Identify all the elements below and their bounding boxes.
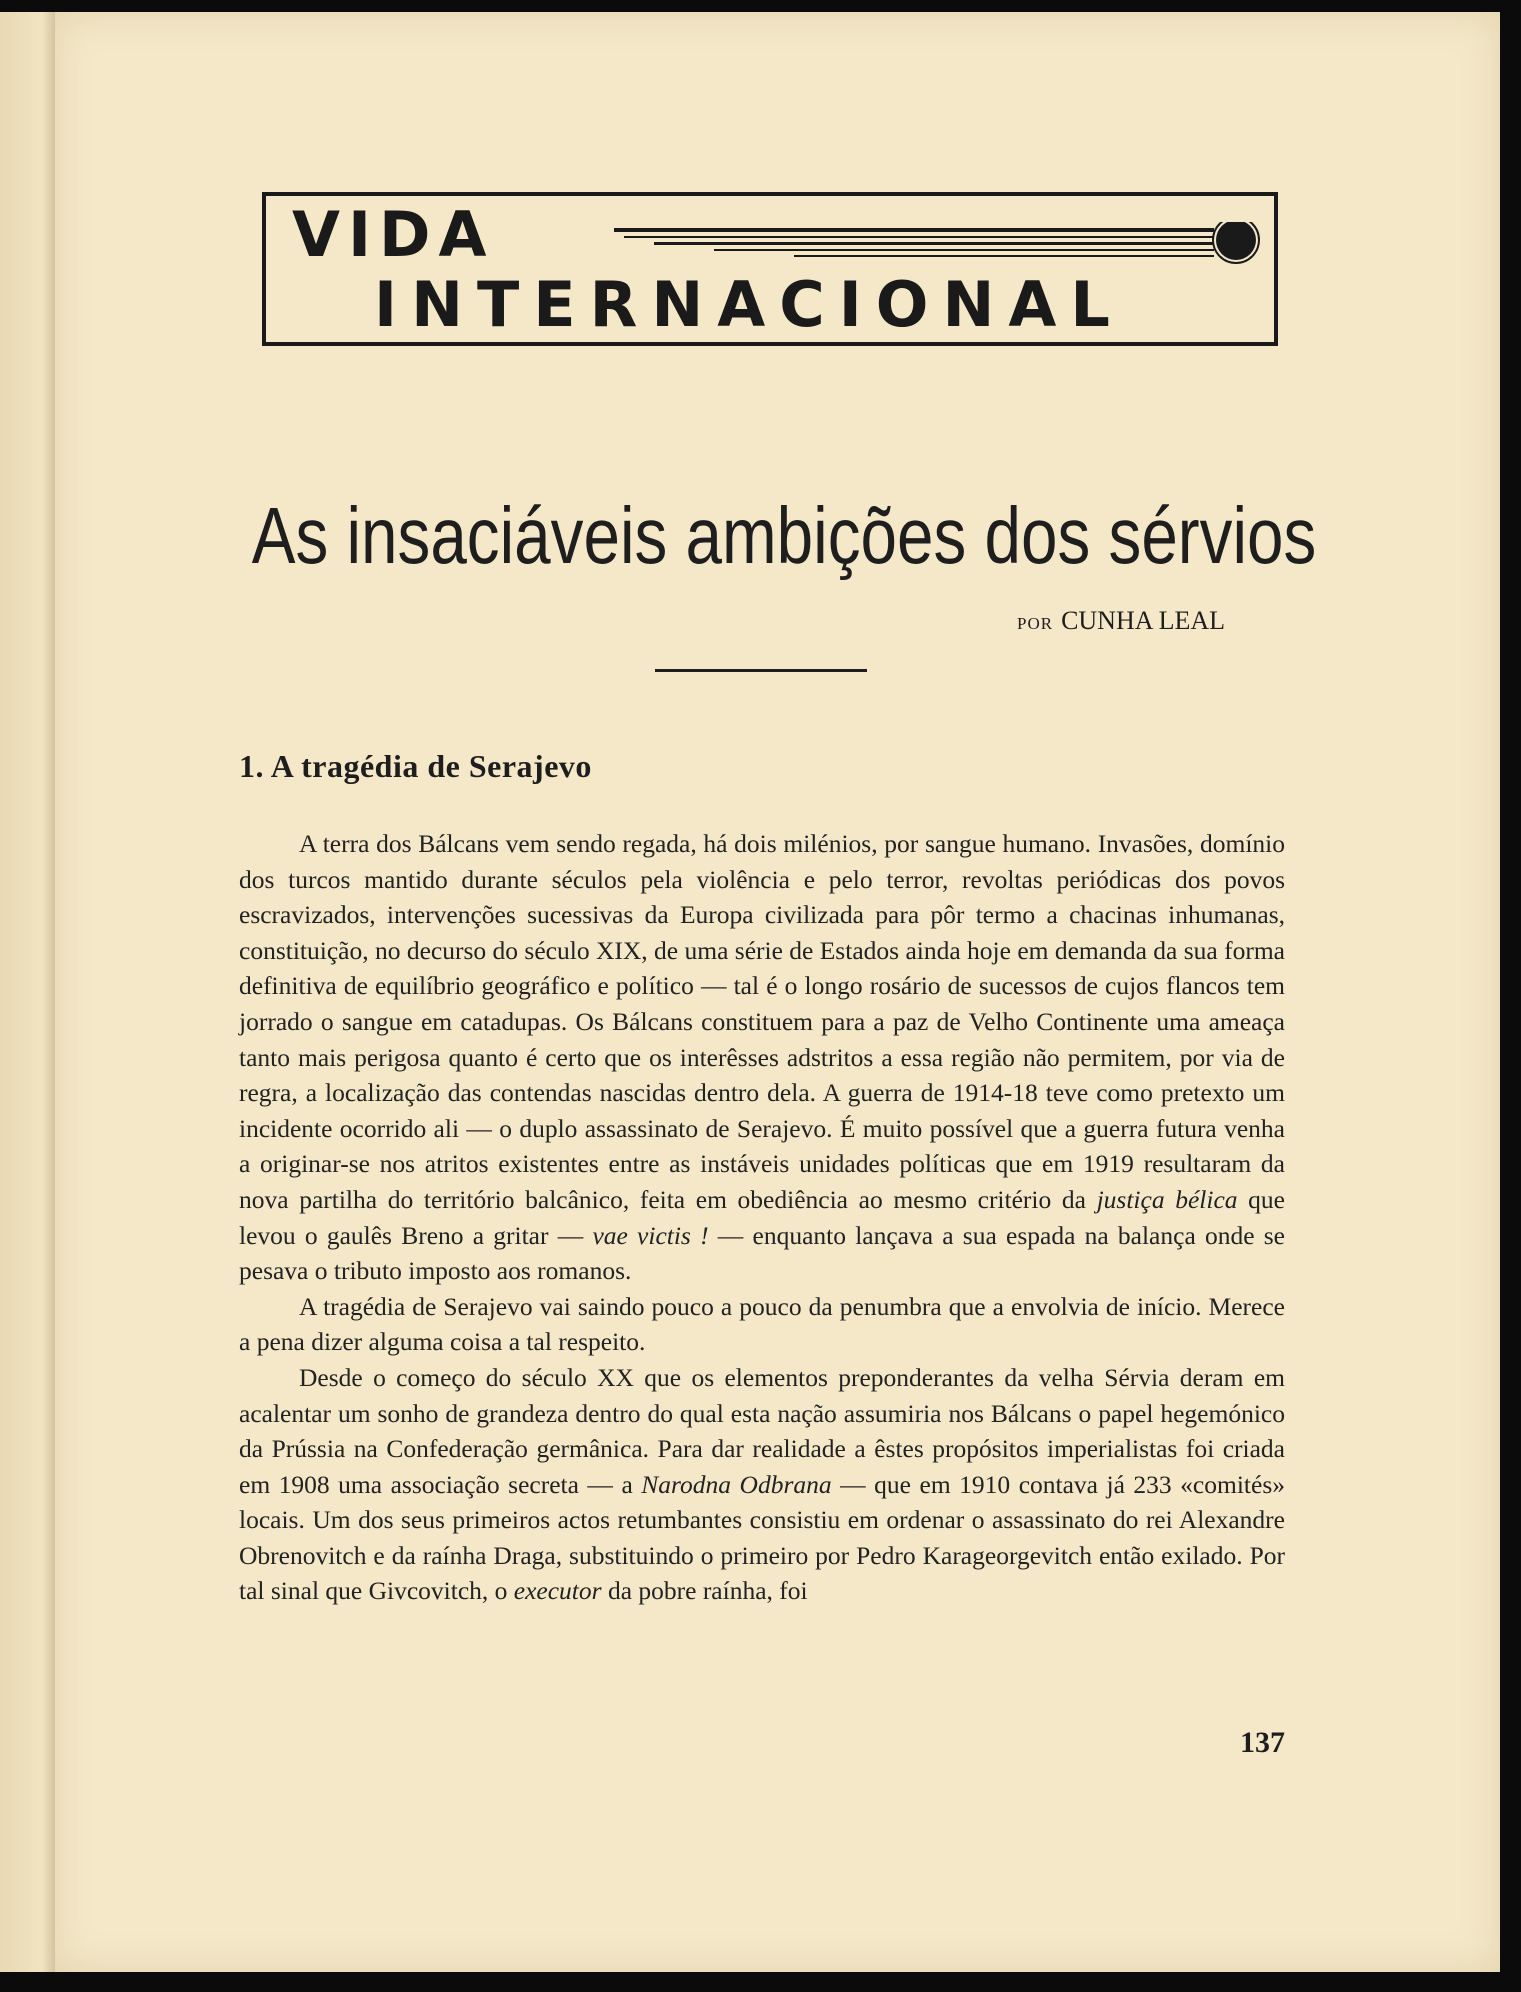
header-logo [262, 192, 1278, 346]
page-left-edge [0, 12, 60, 1972]
page-number: 137 [1240, 1726, 1285, 1759]
text-run: que levou o gaulês Breno a gritar — [239, 1184, 1285, 1250]
logo-speed-lines [614, 222, 1274, 272]
byline-prefix: POR [1016, 614, 1054, 633]
italic-run: vae victis ! [592, 1220, 709, 1250]
text-run: A tragédia de Serajevo vai saindo pouco a pouco da penumbra que a envolvia de início. Merece a pena dizer alguma coisa a tal respeito. [239, 1291, 1285, 1357]
title-divider [655, 669, 867, 672]
italic-run: executor [513, 1576, 602, 1606]
text-run: — que em 1910 contava já 233 «comités» locais. Um dos seus primeiros actos retumbantes consistiu em ordenar o assassinato do rei Alexandre Obrenovitch e da raínha Draga, substituindo o primeiro por Pedro Karageorgevitch então exilado. Por tal sinal que Givcovitch, o [239, 1469, 1286, 1606]
article-paragraph [239, 1289, 1285, 1360]
italic-run: justiça bélica [1096, 1184, 1238, 1214]
text-run: — enquanto lançava a sua espada na balança onde se pesava o tributo imposto aos romanos. [239, 1220, 1286, 1286]
logo-word-internacional: INTERNACIONAL [374, 268, 1124, 341]
text-run: Desde o começo do século XX que os elementos preponderantes da velha Sérvia deram em acalentar um sonho de grandeza dentro do qual esta nação assumiria nos Bálcans o papel hegemónico da Prússia na Confederação germânica. Para dar realidade a êstes propósitos imperialistas foi criada em 1908 uma associação secreta — a [239, 1362, 1285, 1499]
logo-word-vida: VIDA [292, 198, 495, 271]
italic-run: Narodna Odbrana [641, 1469, 832, 1499]
text-run: da pobre raínha, foi [601, 1576, 808, 1606]
section-title: 1. A tragédia de Serajevo [239, 748, 592, 784]
article-title: As insaciáveis ambições dos sérvios [251, 491, 1317, 580]
text-run: A terra dos Bálcans vem sendo regada, há dois milénios, por sangue humano. Invasões, domínio dos turcos mantido durante séculos pela violência e pelo terror, revoltas periódicas dos povos escravizados, intervenções sucessivas da Europa civilizada para pôr termo a chacinas inhumanas, constituição, no decurso do século XIX, de uma série de Estados ainda hoje em demanda da sua forma definitiva de equilíbrio geográfico e político — tal é o longo rosário de sucessos de cujos flancos tem jorrado o sangue em catadupas. Os Bálcans constituem para a paz de Velho Continente uma ameaça tanto mais perigosa quanto é certo que os interêsses adstritos a essa região não permitem, por via de regra, a localização das contendas nascidas dentro dela. A guerra de 1914-18 teve como pretexto um incidente ocorrido ali — o duplo assassinato de Serajevo. É muito possível que a guerra futura venha a originar-se nos atritos existentes entre as instáveis unidades políticas que em 1919 resultaram da nova partilha do território balcânico, feita em obediência ao mesmo critério da [239, 829, 1285, 1214]
article-paragraph [239, 1360, 1285, 1609]
article-paragraph [239, 826, 1285, 1289]
author-name: CUNHA LEAL [1061, 606, 1225, 635]
article-body [239, 826, 1285, 1609]
byline [1017, 606, 1225, 636]
